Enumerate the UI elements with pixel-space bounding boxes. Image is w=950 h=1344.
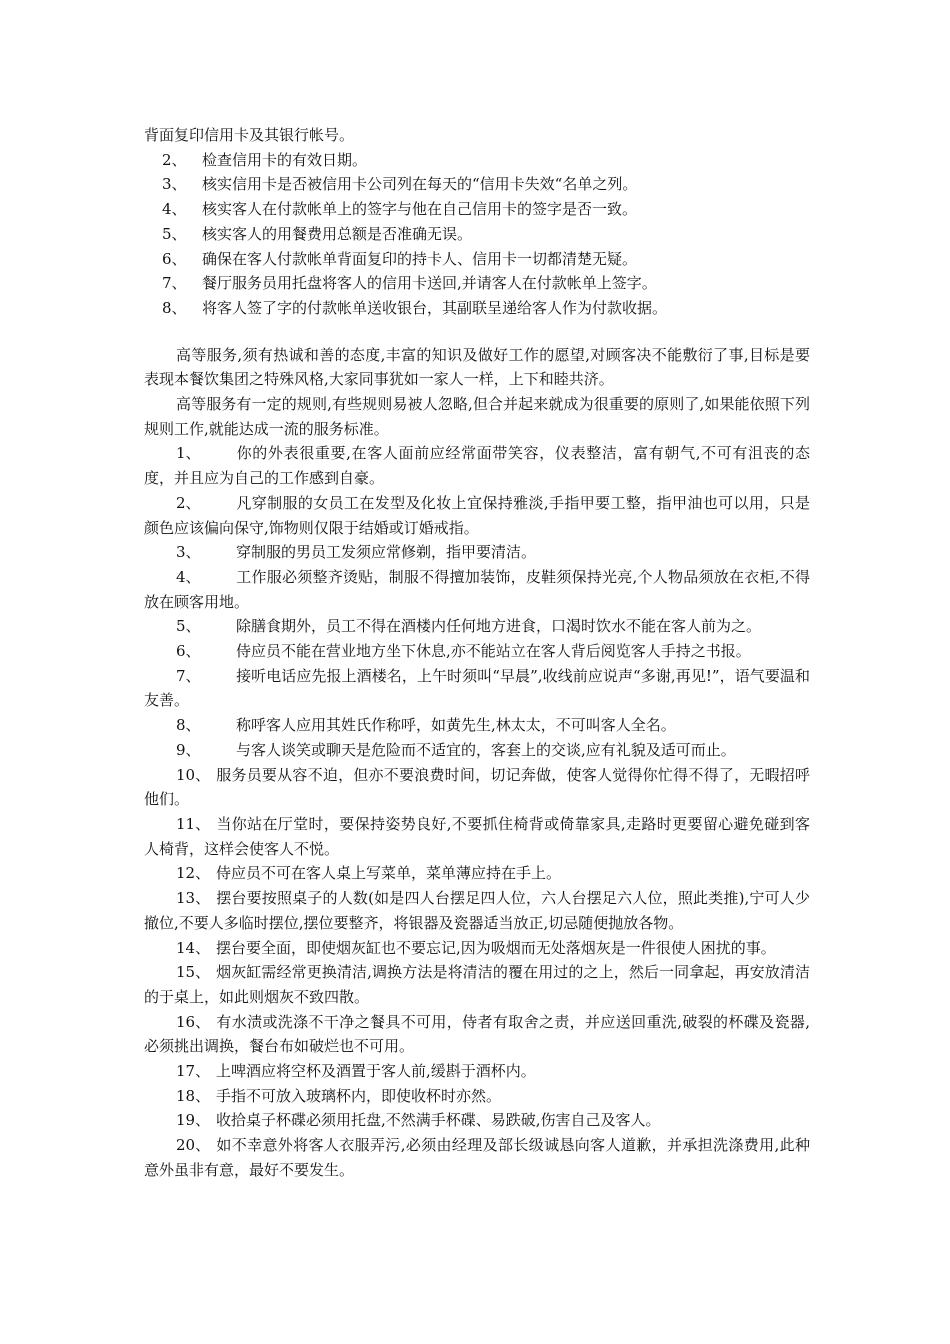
rule-item [144, 540, 810, 565]
item-text: 工作服必须整齐烫贴，制服不得擅加装饰，皮鞋须保持光亮,个人物品须放在衣柜,不得放在顾客用地。 [144, 567, 810, 611]
item-number: 1、 [176, 444, 201, 463]
item-text: 如不幸意外将客人衣服弄污,必须由经理及部长级诚恳向客人道歉，并承担洗涤费用,此种意外虽非有意，最好不要发生。 [144, 1136, 810, 1179]
item-number: 16、 [176, 1012, 211, 1031]
intro-paragraph: 高等服务,须有热诚和善的态度,丰富的知识及做好工作的愿望,对顾客决不能敷衍了事,目标是要表现本餐饮集团之特殊风格,大家同事犹如一家人一样，上下和睦共济。 [144, 345, 810, 389]
checklist-item [144, 172, 810, 197]
item-text: 摆台要按照桌子的人数(如是四人台摆足四人位，六人台摆足六人位，照此类推),宁可人少撤位,不要人多临时摆位,摆位要整齐，将银器及瓷器适当放正,切忌随便抛放各物。 [144, 889, 810, 932]
item-number: 3、 [162, 175, 187, 194]
rule-item [144, 713, 810, 738]
item-number: 10、 [176, 765, 211, 784]
item-number: 4、 [176, 567, 201, 586]
item-number: 4、 [162, 200, 187, 219]
rule-item [144, 812, 810, 861]
item-number: 19、 [176, 1111, 211, 1130]
credit-card-checklist [144, 148, 810, 321]
item-text: 当你站在厅堂时，要保持姿势良好,不要抓住椅背或倚靠家具,走路时更要留心避免碰到客人椅背，这样会使客人不悦。 [144, 814, 810, 858]
checklist-item [144, 247, 810, 272]
rule-item [144, 664, 810, 713]
item-number: 5、 [176, 617, 201, 636]
item-text: 接听电话应先报上酒楼名，上午时须叫“早晨”,收线前应说声“多谢,再见!”，语气要温和友善。 [144, 666, 810, 710]
item-number: 7、 [162, 274, 187, 293]
item-text: 餐厅服务员用托盘将客人的信用卡送回,并请客人在付款帐单上签字。 [202, 274, 657, 293]
checklist-item [144, 197, 810, 222]
rule-item [144, 1084, 810, 1109]
item-text: 核实信用卡是否被信用卡公司列在每天的“信用卡失效“名单之列。 [202, 175, 638, 194]
item-text: 摆台要全面，即使烟灰缸也不要忘记,因为吸烟而无处落烟灰是一件很使人困扰的事。 [216, 938, 776, 957]
rule-item [144, 1059, 810, 1084]
rule-item [144, 886, 810, 935]
rule-item [144, 763, 810, 812]
item-number: 9、 [176, 740, 201, 759]
rule-item [144, 639, 810, 664]
item-number: 2、 [162, 150, 187, 169]
item-text: 除膳食期外，员工不得在酒楼内任何地方进食，口渴时饮水不能在客人前为之。 [236, 617, 762, 636]
item-number: 8、 [176, 716, 201, 735]
item-number: 12、 [176, 864, 211, 883]
rule-item [144, 861, 810, 886]
rule-item [144, 565, 810, 614]
item-number: 18、 [176, 1086, 211, 1105]
item-text: 侍应员不能在营业地方坐下休息,亦不能站立在客人背后阅览客人手持之书报。 [236, 642, 751, 661]
rule-item [144, 441, 810, 490]
checklist-item [144, 222, 810, 247]
paragraph-gap [144, 321, 810, 343]
item-text: 上啤酒应将空杯及酒置于客人前,缓斟于酒杯内。 [216, 1062, 536, 1081]
rule-item [144, 1108, 810, 1133]
item-text: 烟灰缸需经常更换清洁,调换方法是将清洁的覆在用过的之上，然后一同拿起，再安放清洁的于桌上，如此则烟灰不致四散。 [144, 963, 810, 1006]
item-text: 有水渍或洗涤不干净之餐具不可用，侍者有取舍之责，并应送回重洗,破裂的杯碟及瓷器,必须挑出调换，餐台布如破烂也不可用。 [144, 1012, 810, 1056]
item-text: 确保在客人付款帐单背面复印的持卡人、信用卡一切都清楚无疑。 [202, 249, 638, 268]
item-number: 15、 [176, 963, 211, 982]
item-number: 11、 [176, 814, 211, 833]
item-text: 服务员要从容不迫，但亦不要浪费时间，切记奔做，使客人觉得你忙得不得了，无暇招呼他们。 [144, 765, 810, 809]
item-number: 5、 [162, 224, 187, 243]
rule-item [144, 960, 810, 1009]
item-number: 14、 [176, 938, 211, 957]
item-number: 2、 [176, 493, 201, 512]
item-text: 穿制服的男员工发须应常修剃，指甲要清洁。 [236, 543, 537, 562]
item-text: 与客人谈笑或聊天是危险而不适宜的，客套上的交谈,应有礼貌及适可而止。 [236, 740, 736, 759]
item-text: 核实客人的用餐费用总额是否准确无误。 [202, 224, 473, 243]
item-number: 13、 [176, 889, 211, 908]
document-body [144, 123, 810, 1183]
item-number: 17、 [176, 1062, 211, 1081]
rule-item [144, 1010, 810, 1059]
item-number: 8、 [162, 298, 187, 317]
checklist-item [144, 148, 810, 173]
item-text: 核实客人在付款帐单上的签字与他在自己信用卡的签字是否一致。 [202, 200, 638, 219]
continuation-line: 背面复印信用卡及其银行帐号。 [144, 126, 355, 144]
item-number: 6、 [176, 642, 201, 661]
intro-paragraph: 高等服务有一定的规则,有些规则易被人忽略,但合并起来就成为很重要的原则了,如果能依照下列规则工作,就能达成一流的服务标准。 [144, 395, 810, 438]
rule-item [144, 738, 810, 763]
item-number: 6、 [162, 249, 187, 268]
item-text: 凡穿制服的女员工在发型及化妆上宜保持雅淡,手指甲要工整，指甲油也可以用，只是颜色应该偏向保守,饰物则仅限于结婚或订婚戒指。 [144, 493, 810, 537]
item-text: 侍应员不可在客人桌上写菜单，菜单薄应持在手上。 [216, 864, 562, 883]
item-number: 7、 [176, 666, 201, 685]
rule-item [144, 936, 810, 961]
item-text: 手指不可放入玻璃杯内，即使收杯时亦然。 [216, 1086, 502, 1105]
item-text: 称呼客人应用其姓氏作称呼，如黄先生,林太太，不可叫客人全名。 [236, 716, 676, 735]
service-rules-list [144, 441, 810, 1182]
item-text: 检查信用卡的有效日期。 [202, 150, 368, 169]
item-text: 将客人签了字的付款帐单送收银台，其副联呈递给客人作为付款收据。 [202, 298, 668, 317]
rule-item [144, 614, 810, 639]
checklist-item [144, 271, 810, 296]
item-number: 20、 [176, 1136, 211, 1155]
item-text: 收拾桌子杯碟必须用托盘,不然满手杯碟、易跌破,伤害自己及客人。 [216, 1111, 661, 1130]
checklist-item [144, 296, 810, 321]
item-text: 你的外表很重要,在客人面前应经常面带笑容，仪表整洁，富有朝气,不可有沮丧的态度，并且应为自己的工作感到自豪。 [144, 444, 810, 488]
rule-item [144, 1133, 810, 1182]
item-number: 3、 [176, 543, 201, 562]
rule-item [144, 491, 810, 540]
